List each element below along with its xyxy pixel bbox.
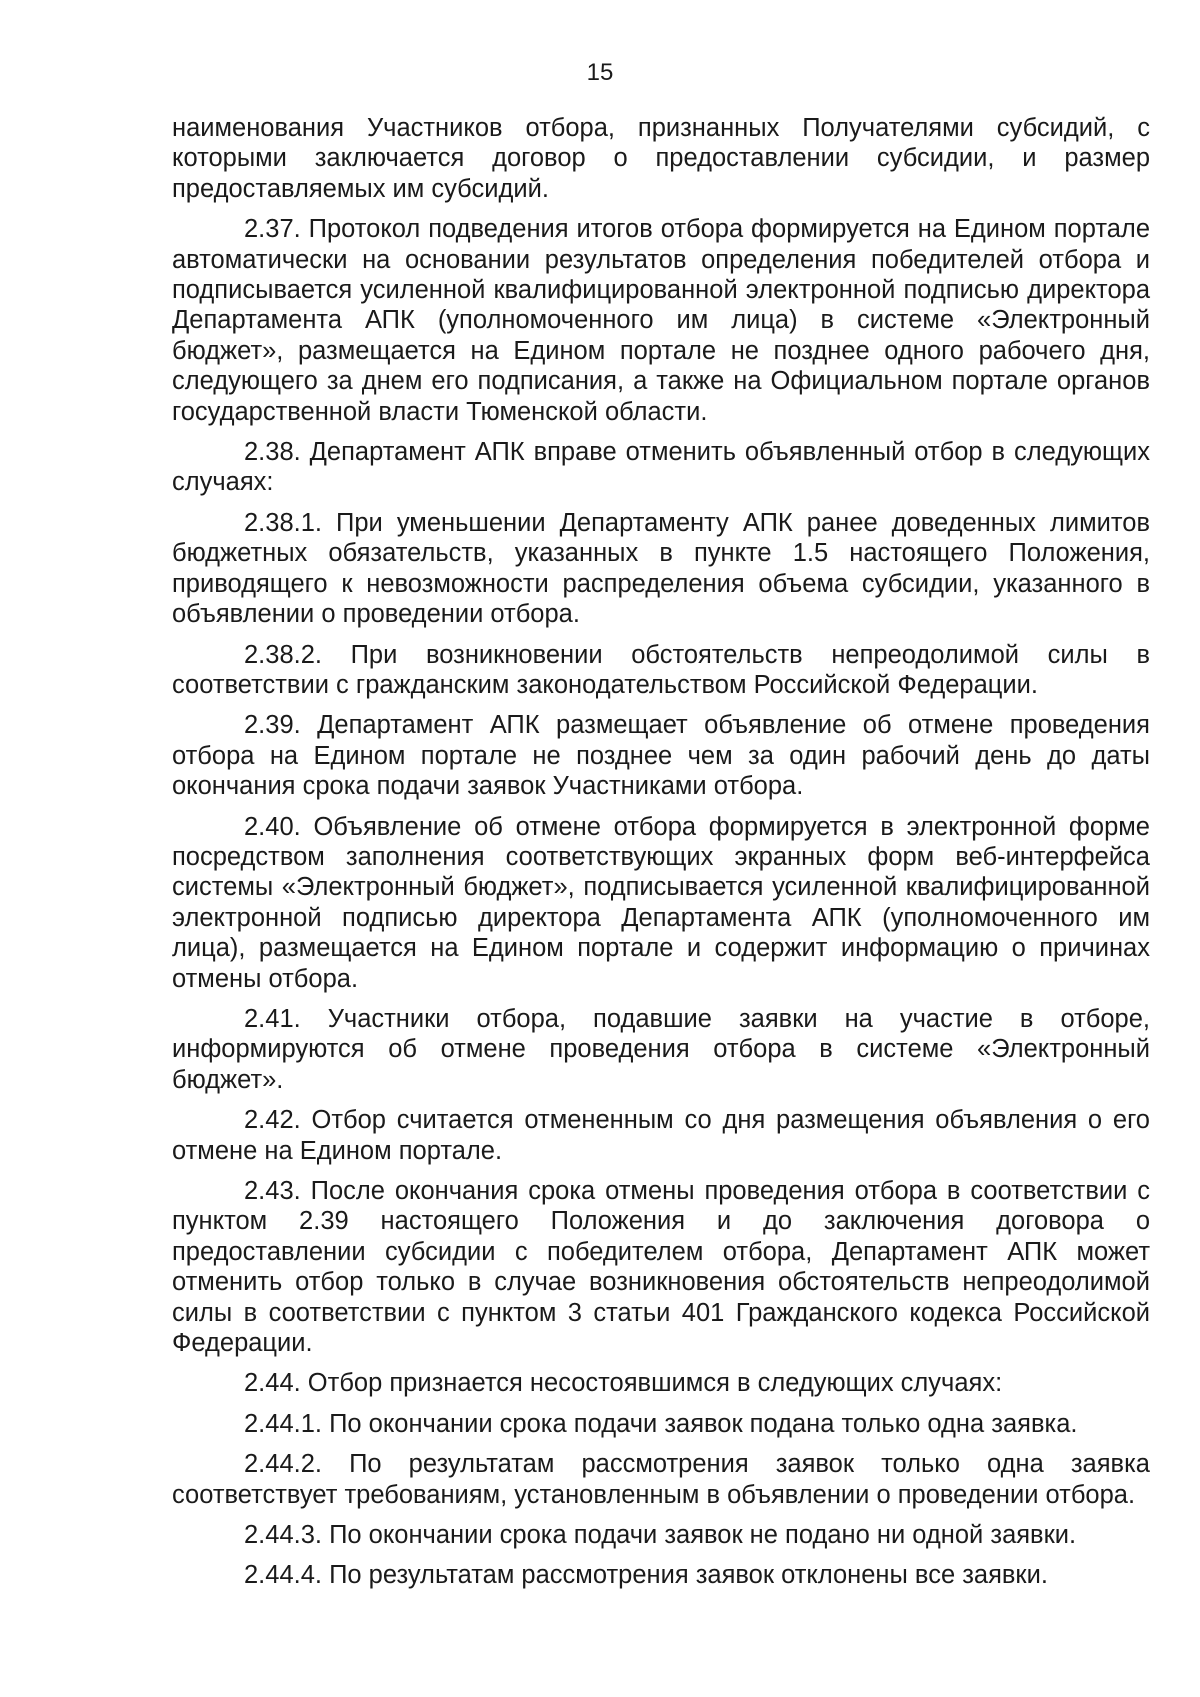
paragraph: 2.40. Объявление об отмене отбора формируется в электронной форме посредством заполнения соответствующих экранных форм веб-интерфейса системы «Электронный бюджет», подписывается усиленной квалифицированной электронной подписью директора Департамента АПК (уполномоченного им лица), размещается на Едином портале и содержит информацию о причинах отмены отбора. — [172, 812, 1150, 993]
paragraph: наименования Участников отбора, признанных Получателями субсидий, с которыми заключается договор о предоставлении субсидии, и размер предоставляемых им субсидий. — [172, 114, 1150, 203]
paragraph: 2.37. Протокол подведения итогов отбора формируется на Едином портале автоматически на основании результатов определения победителей отбора и подписывается усиленной квалифицированной электронной подписью директора Департамента АПК (уполномоченного им лица) в системе «Электронный бюджет», размещается на Едином портале не позднее одного рабочего дня, следующего за днем его подписания, а также на Официальном портале органов государственной власти Тюменской области. — [172, 215, 1150, 426]
paragraph: 2.44.1. По окончании срока подачи заявок подана только одна заявка. — [244, 1409, 1078, 1438]
page-number: 15 — [586, 59, 614, 86]
paragraph: 2.41. Участники отбора, подавшие заявки на участие в отборе, информируются об отмене проведения отбора в системе «Электронный бюджет». — [172, 1004, 1150, 1094]
paragraph: 2.44.2. По результатам рассмотрения заявок только одна заявка соответствует требованиям, установленным в объявлении о проведении отбора. — [172, 1450, 1150, 1509]
document-body — [172, 113, 1150, 1601]
paragraph: 2.38. Департамент АПК вправе отменить объявленный отбор в следующих случаях: — [172, 438, 1150, 497]
paragraph: 2.44.3. По окончании срока подачи заявок не подано ни одной заявки. — [244, 1521, 1077, 1550]
paragraph: 2.42. Отбор считается отмененным со дня размещения объявления о его отмене на Едином портале. — [172, 1106, 1150, 1165]
paragraph: 2.44. Отбор признается несостоявшимся в следующих случаях: — [244, 1369, 1003, 1398]
paragraph: 2.43. После окончания срока отмены проведения отбора в соответствии с пунктом 2.39 настоящего Положения и до заключения договора о предоставлении субсидии с победителем отбора, Департамент АПК может отменить отбор только в случае возникновения обстоятельств непреодолимой силы в соответствии с пунктом 3 статьи 401 Гражданского кодекса Российской Федерации. — [172, 1177, 1150, 1358]
paragraph: 2.38.2. При возникновении обстоятельств непреодолимой силы в соответствии с гражданским законодательством Российской Федерации. — [172, 640, 1150, 699]
paragraph: 2.44.4. По результатам рассмотрения заявок отклонены все заявки. — [244, 1561, 1048, 1590]
paragraph: 2.38.1. При уменьшении Департаменту АПК ранее доведенных лимитов бюджетных обязательств, указанных в пункте 1.5 настоящего Положения, приводящего к невозможности распределения объема субсидии, указанного в объявлении о проведении отбора. — [172, 508, 1150, 629]
paragraph: 2.39. Департамент АПК размещает объявление об отмене проведения отбора на Едином портале не позднее чем за один рабочий день до даты окончания срока подачи заявок Участниками отбора. — [172, 711, 1150, 801]
